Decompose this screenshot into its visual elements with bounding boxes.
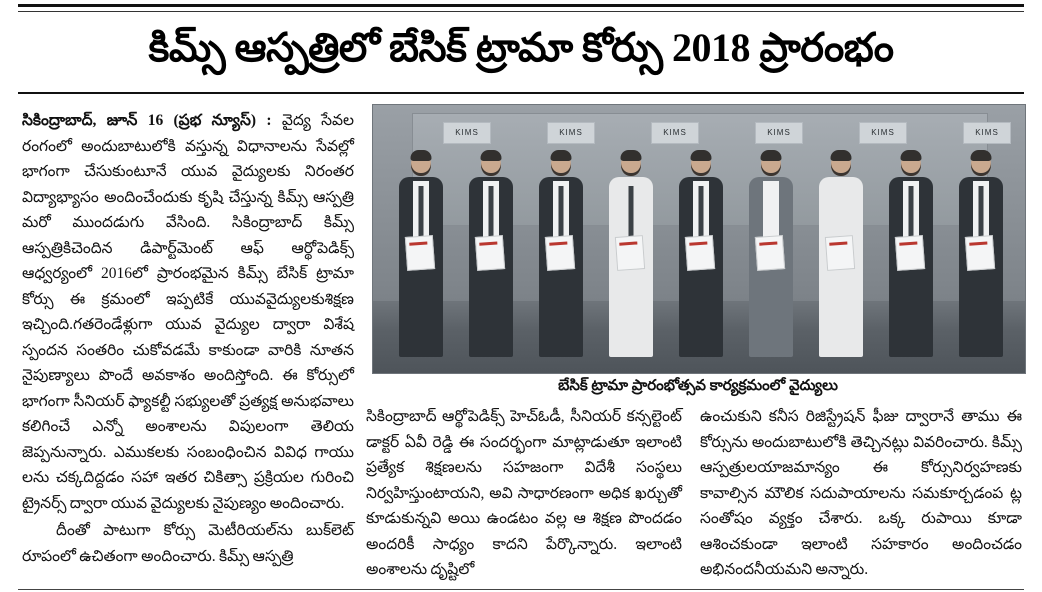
photo-people-row xyxy=(373,148,1025,357)
person xyxy=(745,148,797,357)
column1-body-2: దీంతో పాటుగా కోర్సు మెటీరియల్‌ను బుక్‌లెట్ రూపంలో ఉచితంగా అందించారు. కిమ్స్ ఆస్పత్రి xyxy=(22,522,354,565)
kims-logo-icon: KIMS xyxy=(651,122,699,144)
person xyxy=(535,148,587,357)
kims-logo-icon: KIMS xyxy=(443,122,491,144)
person xyxy=(465,148,517,357)
person xyxy=(675,148,727,357)
person xyxy=(815,148,867,357)
person xyxy=(605,148,657,357)
top-rule-thin xyxy=(18,11,1024,12)
dateline: సికింద్రాబాద్, జూన్ 16 (ప్రభ న్యూస్) : xyxy=(22,112,272,129)
photo-caption: బేసిక్ ట్రామా ప్రారంభోత్సవ కార్యక్రమంలో వైద్యులు xyxy=(558,378,838,394)
photo-logo-band xyxy=(373,117,1025,149)
kims-logo-icon: KIMS xyxy=(755,122,803,144)
event-photo xyxy=(372,104,1026,374)
article-column-3 xyxy=(700,404,1022,583)
article-column-2 xyxy=(366,404,682,583)
person xyxy=(955,148,1007,357)
kims-logo-icon: KIMS xyxy=(963,122,1011,144)
person xyxy=(885,148,937,357)
article-paragraph xyxy=(22,108,354,516)
column2-body-1: సికింద్రాబాద్ ఆర్థోపెడిక్స్ హెచ్‌ఓడీ, సీనియర్ కన్సల్టెంట్ డాక్టర్ ఏవీ రెడ్డి ఈ సందర్భంగా మాట్లాడుతూ ఇలాంటి ప్రత్యేక శిక్షణలను సహజంగా విదేశీ సంస్థలు నిర్వహిస్తుంటాయని, అవి సాధారణంగా అధిక ఖర్చుతో కూడుకున్నవి అయి ఉండటం వల్ల ఆ శిక్షణ పొందడం అందరికీ సాధ్యం కాదని పేర్కొన్నారు. ఇలాంటి అంశాలను దృష్టిలో xyxy=(366,408,682,578)
column1-body-1: వైద్య సేవల రంగంలో అందుబాటులోకి వస్తున్న విధానాలను సేవల్లో భాగంగా చేసుకుంటూనే యువ వైద్యులకు నిరంతర విద్యాభ్యాసం అందించేందుకు కృషి చేస్తున్న కిమ్స్ ఆస్పత్రి మరో ముందడుగు వేసింది. సికింద్రాబాద్ కిమ్స్ ఆస్పత్రికిచెందిన డిపార్ట్‌మెంట్ ఆఫ్ ఆర్థోపెడిక్స్ ఆధ్వర్యంలో 2016లో ప్రారంభమైన కిమ్స్ బేసిక్ ట్రామా కోర్సు ఈ క్రమంలో ఇప్పటికే యువవైద్యులకుశిక్షణ ఇచ్చింది.గతరెండేళ్లుగా యువ వైద్యుల ద్వారా విశేష స్పందన సంతరిం చుకోవడమే కాకుండా వారికి నూతన నైపుణ్యాలు పొందే అవకాశం అందిస్తోంది. ఈ కోర్సులో భాగంగా సీనియర్ ఫ్యాకల్టీ సభ్యులతో ప్రత్యక్ష అనుభవాలు కలిగించే ఎన్నో అంశాలను విపులంగా తెలియ జెప్పనున్నారు. ఎముకలకు సంబంధించిన వివిధ గాయు లను చక్కదిద్దడం సహా ఇతర చికిత్సా ప్రక్రియల గురించి ట్రైనర్స్ ద్వారా యువ వైద్యులకు నైపుణ్యం అందించారు. xyxy=(22,112,355,512)
kims-logo-icon: KIMS xyxy=(547,122,595,144)
article-column-1 xyxy=(22,108,354,569)
bottom-rule xyxy=(18,589,1024,590)
person xyxy=(395,148,447,357)
headline-divider xyxy=(18,92,1024,94)
page-title: కిమ్స్ ఆస్పత్రిలో బేసిక్ ట్రామా కోర్సు 2018 ప్రారంభం xyxy=(148,25,894,70)
column3-body-1: ఉంచుకుని కనీస రిజిస్ట్రేషన్ ఫీజు ద్వారానే తాము ఈ కోర్సును అందుబాటులోకి తెచ్చినట్లు వివరించారు. కిమ్స్ ఆస్పత్రులయాజమాన్యం ఈ కోర్సుని‌ర్వహణకు కావాల్సిన మౌలిక సదుపాయాలను సమకూర్చడంప ట్ల సంతోషం వ్యక్తం చేశారు. ఒక్క రుపాయి కూడా ఆశించకుండా ఇలాంటి సహకారం అందించడం అభినందనీయమని అన్నారు. xyxy=(700,408,1022,578)
kims-logo-icon: KIMS xyxy=(859,122,907,144)
top-rule-thick xyxy=(18,4,1024,7)
